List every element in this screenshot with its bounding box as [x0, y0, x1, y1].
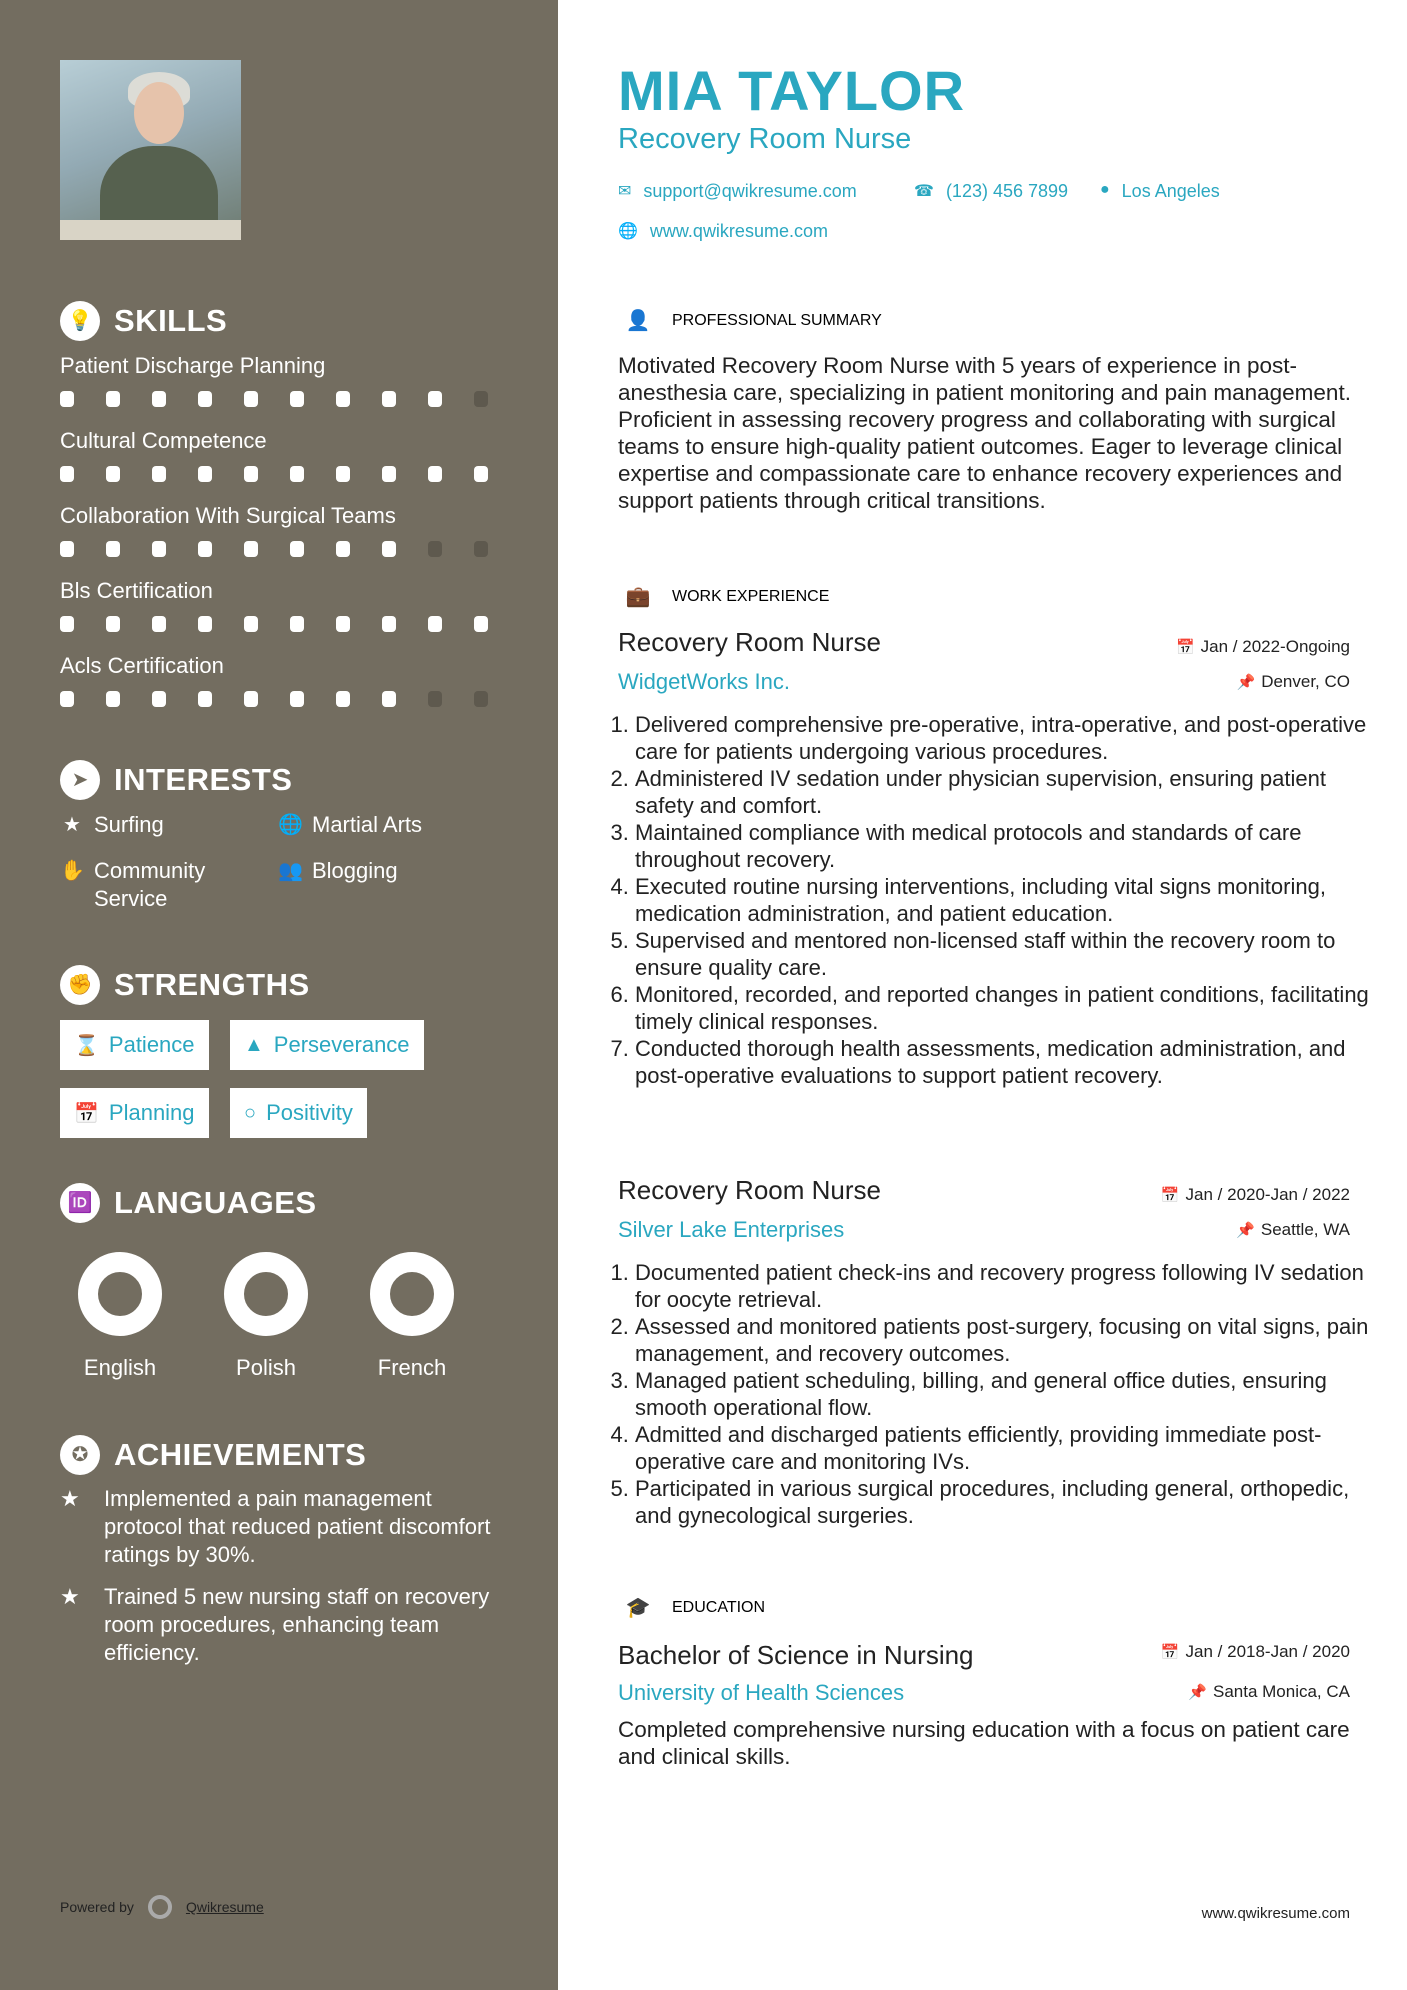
education-heading: 🎓 EDUCATION [618, 1588, 765, 1628]
contact-website[interactable]: 🌐 www.qwikresume.com [618, 221, 828, 241]
sidebar [0, 0, 558, 1990]
skill-dot [336, 391, 350, 407]
skill-dot [428, 466, 442, 482]
skill-rating [60, 691, 488, 707]
language-label: English [83, 1355, 157, 1380]
skill-dot [244, 691, 258, 707]
skill-dot [60, 541, 74, 557]
skill-rating [60, 616, 488, 632]
list-item: 4. Executed routine nursing interventions, including vital signs monitoring, medication administration, and patient education. [635, 873, 1383, 927]
map-marker-icon: ● [1100, 181, 1110, 198]
strength-badge: ⌛ Patience [60, 1020, 209, 1070]
job-dates: 📅 Jan / 2022-Ongoing [1175, 637, 1350, 656]
calendar-icon: 📅 [1160, 1644, 1180, 1661]
skills-heading: 💡 SKILLS [60, 301, 227, 341]
calendar-icon: 📅 [74, 1102, 99, 1125]
job-bullets [609, 711, 1383, 1089]
hourglass-icon: ⌛ [74, 1034, 99, 1057]
skill-dot [244, 541, 258, 557]
job-bullets [609, 1259, 1383, 1529]
skill-dot [106, 541, 120, 557]
achievements-heading: ✪ ACHIEVEMENTS [60, 1435, 366, 1475]
pin-icon: 📌 [1236, 674, 1256, 691]
list-item: 1. Delivered comprehensive pre-operative, intra-operative, and post-operative care for patients undergoing various procedures. [635, 711, 1383, 765]
skill-dot [244, 616, 258, 632]
profile-photo [60, 60, 241, 240]
skill-dot [198, 466, 212, 482]
list-item: 7. Conducted thorough health assessments, medication administration, and post-operative evaluations to support patient recovery. [635, 1035, 1383, 1089]
language-label: French [377, 1355, 447, 1380]
job-title: Recovery Room Nurse [618, 627, 881, 657]
circle-notch-icon: ○ [244, 1101, 257, 1124]
pin-icon: 📌 [1188, 1684, 1207, 1701]
star-badge-icon: ✪ [60, 1435, 100, 1475]
skill-dot [60, 691, 74, 707]
user-icon: 👤 [625, 310, 651, 332]
skill-dot [198, 691, 212, 707]
summary-text: Motivated Recovery Room Nurse with 5 years of experience in post-anesthesia care, specializing in patient monitoring and pain management. Proficient in assessing recovery progress and collaborating with surgical teams to ensure high-quality patient outcomes. Eager to leverage clinical expertise and compassionate care to enhance recovery experiences and support patients through critical transitions. [618, 353, 1351, 513]
contact-location: ● Los Angeles [1100, 181, 1220, 201]
briefcase-icon: 💼 [625, 586, 651, 608]
skill-dot [428, 541, 442, 557]
candidate-role: Recovery Room Nurse [618, 123, 912, 155]
footer-url[interactable]: www.qwikresume.com [1201, 1905, 1350, 1922]
skill-dot [428, 391, 442, 407]
job-company: Silver Lake Enterprises [618, 1217, 845, 1242]
qwikresume-logo-icon [148, 1895, 172, 1919]
skill-dot [290, 466, 304, 482]
skill-dot [152, 391, 166, 407]
strength-badge: 📅 Planning [60, 1088, 209, 1138]
skill-name: Bls Certification [60, 578, 213, 603]
road-icon: ▲ [244, 1033, 264, 1056]
skill-name: Acls Certification [60, 653, 224, 678]
education-location: 📌 Santa Monica, CA [1188, 1682, 1350, 1701]
candidate-name: MIA TAYLOR [618, 59, 966, 122]
skill-name: Patient Discharge Planning [60, 353, 326, 378]
list-item: 1. Documented patient check-ins and recovery progress following IV sedation for oocyte retrieval. [635, 1259, 1383, 1313]
contact-email[interactable]: ✉ support@qwikresume.com [618, 181, 857, 201]
skill-dot [106, 616, 120, 632]
summary-heading: 👤 PROFESSIONAL SUMMARY [618, 301, 882, 341]
globe-icon: 🌐 [278, 814, 303, 836]
skill-dot [198, 541, 212, 557]
degree-title: Bachelor of Science in Nursing [618, 1640, 974, 1670]
skill-dot [290, 616, 304, 632]
language-ring [370, 1252, 454, 1336]
list-item: 5. Participated in various surgical procedures, including general, orthopedic, and gynecological surgeries. [635, 1475, 1383, 1529]
language-ring [78, 1252, 162, 1336]
job-company: WidgetWorks Inc. [618, 669, 790, 694]
skill-dot [336, 541, 350, 557]
list-item: 3. Maintained compliance with medical protocols and standards of care throughout recovery. [635, 819, 1383, 873]
interest-item: ✋ Community Service [60, 858, 206, 911]
skill-dot [474, 616, 488, 632]
education-dates: 📅 Jan / 2018-Jan / 2020 [1160, 1642, 1350, 1661]
skill-dot [152, 466, 166, 482]
contact-phone: ☎ (123) 456 7899 [914, 181, 1069, 201]
skill-dot [198, 391, 212, 407]
powered-by: Powered by Qwikresume [60, 1895, 264, 1919]
skill-dot [474, 691, 488, 707]
list-item: 5. Supervised and mentored non-licensed staff within the recovery room to ensure quality care. [635, 927, 1383, 981]
achievement-item: ★ Trained 5 new nursing staff on recovery room procedures, enhancing team efficiency. [60, 1584, 490, 1665]
job-location: 📌 Seattle, WA [1236, 1220, 1350, 1239]
globe-icon: 🌐 [618, 223, 638, 240]
language-label: Polish [236, 1355, 296, 1380]
skill-dot [106, 691, 120, 707]
skill-dot [244, 391, 258, 407]
skill-name: Cultural Competence [60, 428, 267, 453]
skill-dot [336, 616, 350, 632]
skill-dot [474, 466, 488, 482]
skill-dot [474, 391, 488, 407]
graduation-icon: 🎓 [625, 1597, 651, 1619]
list-item: 3. Managed patient scheduling, billing, and general office duties, ensuring smooth operational flow. [635, 1367, 1383, 1421]
skill-dot [290, 541, 304, 557]
interest-item: 🌐 Martial Arts [278, 812, 423, 837]
qwikresume-link[interactable]: Qwikresume [185, 1899, 264, 1915]
skill-dot [382, 466, 396, 482]
lightbulb-icon: 💡 [60, 301, 100, 341]
skill-dot [382, 691, 396, 707]
skill-dot [382, 616, 396, 632]
skill-dot [290, 391, 304, 407]
skill-dot [106, 466, 120, 482]
strength-badge: ○ Positivity [230, 1088, 367, 1138]
strength-badge: ▲ Perseverance [230, 1020, 424, 1070]
skill-rating [60, 466, 488, 482]
envelope-icon: ✉ [618, 183, 632, 200]
job-location: 📌 Denver, CO [1236, 672, 1350, 691]
strengths-heading: ✊ STRENGTHS [60, 965, 310, 1005]
skill-rating [60, 541, 488, 557]
star-icon: ★ [63, 814, 81, 836]
pin-icon: 📌 [1236, 1222, 1255, 1239]
list-item: 2. Assessed and monitored patients post-surgery, focusing on vital signs, pain management, and recovery outcomes. [635, 1313, 1383, 1367]
paper-plane-icon: ➤ [60, 760, 100, 800]
calendar-icon: 📅 [1175, 639, 1195, 656]
interest-item: ★ Surfing [60, 811, 164, 839]
language-ring [224, 1252, 308, 1336]
achievement-item: ★ Implemented a pain management protocol that reduced patient discomfort ratings by 30%. [60, 1486, 491, 1567]
skill-dot [60, 391, 74, 407]
skill-dot [60, 466, 74, 482]
fist-icon: ✊ [60, 965, 100, 1005]
skill-dot [336, 691, 350, 707]
school-name: University of Health Sciences [618, 1680, 905, 1705]
shooting-star-icon: ★ [60, 1486, 80, 1511]
interest-item: 👥 Blogging [278, 858, 398, 883]
skill-dot [152, 691, 166, 707]
list-item: 4. Admitted and discharged patients efficiently, providing immediate post-operative care and monitoring IVs. [635, 1421, 1383, 1475]
hand-icon: ✋ [60, 860, 85, 882]
language-icon: 🆔 [60, 1183, 100, 1223]
skill-dot [198, 616, 212, 632]
list-item: 2. Administered IV sedation under physician supervision, ensuring patient safety and comfort. [635, 765, 1383, 819]
shooting-star-icon: ★ [60, 1584, 80, 1609]
job-title: Recovery Room Nurse [618, 1175, 881, 1205]
interests-heading: ➤ INTERESTS [60, 760, 292, 800]
skill-name: Collaboration With Surgical Teams [60, 503, 396, 528]
skill-dot [290, 691, 304, 707]
skill-dot [152, 541, 166, 557]
skill-rating [60, 391, 488, 407]
skill-dot [428, 691, 442, 707]
list-item: 6. Monitored, recorded, and reported changes in patient conditions, facilitating timely clinical responses. [635, 981, 1383, 1035]
education-description: Completed comprehensive nursing education with a focus on patient care and clinical skills. [618, 1717, 1350, 1769]
skill-dot [474, 541, 488, 557]
phone-icon: ☎ [914, 183, 934, 200]
calendar-icon: 📅 [1160, 1187, 1180, 1204]
skill-dot [428, 616, 442, 632]
skill-dot [382, 391, 396, 407]
job-dates: 📅 Jan / 2020-Jan / 2022 [1160, 1185, 1350, 1204]
skill-dot [382, 541, 396, 557]
users-icon: 👥 [278, 860, 303, 882]
skill-dot [106, 391, 120, 407]
skill-dot [336, 466, 350, 482]
skill-dot [60, 616, 74, 632]
skill-dot [152, 616, 166, 632]
languages-heading: 🆔 LANGUAGES [60, 1183, 317, 1223]
work-heading: 💼 WORK EXPERIENCE [618, 577, 829, 617]
skill-dot [244, 466, 258, 482]
